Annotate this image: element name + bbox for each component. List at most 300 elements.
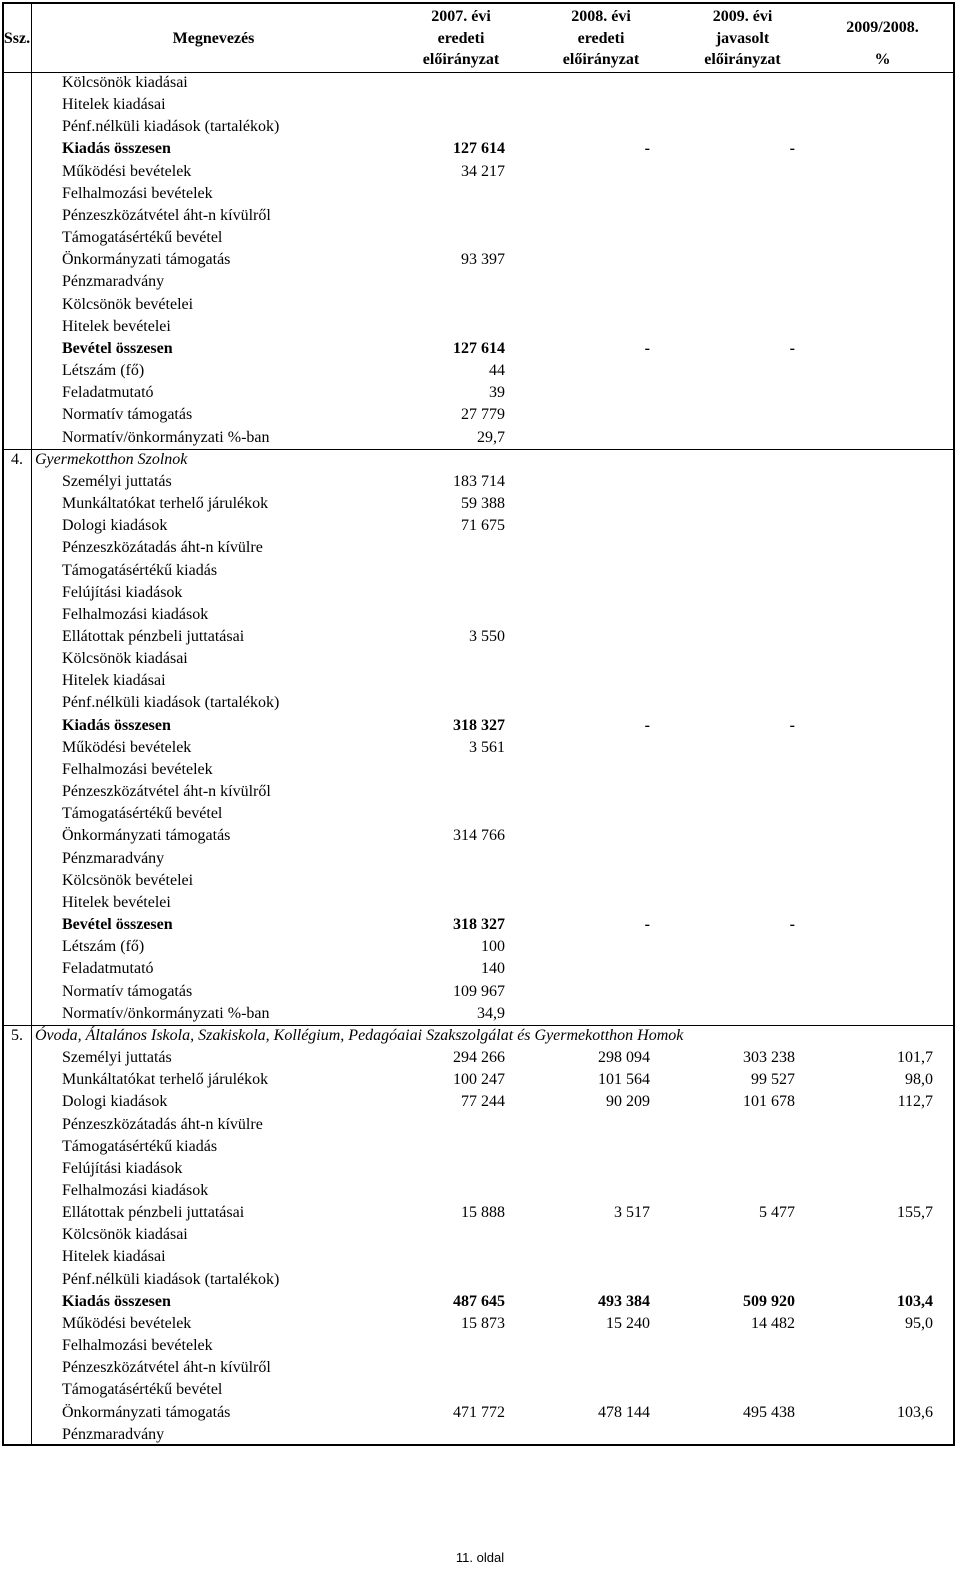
value-2007: 77 244 bbox=[461, 1093, 505, 1111]
table-row bbox=[2, 316, 955, 338]
row-ssz bbox=[2, 404, 32, 426]
value-change-pct bbox=[810, 161, 955, 183]
value-2008 bbox=[527, 604, 675, 626]
row-label: Pénf.nélküli kiadások (tartalékok) bbox=[62, 1270, 280, 1288]
value-2007: 93 397 bbox=[461, 251, 505, 269]
value-change-pct bbox=[810, 1114, 955, 1136]
row-label: Támogatásértékű kiadás bbox=[62, 1137, 218, 1155]
value-2008 bbox=[527, 870, 675, 892]
row-ssz bbox=[2, 537, 32, 559]
row-ssz bbox=[2, 1313, 32, 1335]
row-ssz bbox=[2, 116, 32, 138]
value-2008 bbox=[527, 360, 675, 382]
row-label: Bevétel összesen bbox=[62, 339, 173, 357]
row-label: Kölcsönök bevételei bbox=[62, 871, 194, 889]
value-2008: 298 094 bbox=[598, 1049, 650, 1067]
value-2007 bbox=[395, 560, 527, 582]
row-label: Pénzmaradvány bbox=[62, 273, 165, 291]
value-2009 bbox=[675, 1269, 810, 1291]
table-row bbox=[2, 1313, 955, 1335]
row-label: Támogatásértékű bevétel bbox=[62, 805, 223, 823]
row-ssz bbox=[2, 1424, 32, 1446]
row-label: Személyi juttatás bbox=[62, 1049, 172, 1067]
table-row bbox=[2, 515, 955, 537]
value-2009 bbox=[675, 958, 810, 980]
row-ssz bbox=[2, 870, 32, 892]
table-row bbox=[2, 1402, 955, 1424]
row-label: Felújítási kiadások bbox=[62, 583, 183, 601]
value-2008 bbox=[527, 892, 675, 914]
value-2009 bbox=[675, 537, 810, 559]
value-2007 bbox=[395, 1269, 527, 1291]
value-2007 bbox=[395, 582, 527, 604]
row-label: Pénzeszközátvétel áht-n kívülről bbox=[62, 206, 271, 224]
value-2009: - bbox=[789, 140, 795, 158]
row-ssz bbox=[2, 294, 32, 316]
row-ssz bbox=[2, 981, 32, 1003]
value-2008 bbox=[527, 205, 675, 227]
row-label: Felhalmozási kiadások bbox=[62, 1182, 209, 1199]
value-2008 bbox=[527, 670, 675, 692]
value-2007 bbox=[395, 294, 527, 316]
row-label: Önkormányzati támogatás bbox=[62, 1403, 231, 1421]
value-2007: 109 967 bbox=[453, 982, 505, 1000]
row-ssz bbox=[2, 648, 32, 670]
value-2008 bbox=[527, 1003, 675, 1025]
row-ssz bbox=[2, 781, 32, 803]
value-change-pct bbox=[810, 803, 955, 825]
table-row bbox=[2, 825, 955, 847]
row-ssz bbox=[2, 958, 32, 980]
table-row bbox=[2, 670, 955, 692]
table-row bbox=[2, 537, 955, 559]
value-2008 bbox=[527, 825, 675, 847]
row-ssz bbox=[2, 382, 32, 404]
value-2007 bbox=[395, 227, 527, 249]
value-2008 bbox=[527, 1246, 675, 1268]
value-2008 bbox=[527, 294, 675, 316]
value-2007: 294 266 bbox=[453, 1049, 505, 1067]
row-label: Normatív támogatás bbox=[62, 406, 193, 424]
value-2009 bbox=[675, 1180, 810, 1202]
value-2009: 495 438 bbox=[743, 1403, 795, 1421]
row-label: Felhalmozási bevételek bbox=[62, 184, 213, 202]
table-row bbox=[2, 715, 955, 737]
value-2009: 14 482 bbox=[751, 1314, 795, 1332]
header-2008-line1: 2008. évi bbox=[571, 8, 631, 25]
row-label: Kölcsönök kiadásai bbox=[62, 74, 188, 91]
value-2008: 15 240 bbox=[606, 1314, 650, 1332]
table-row bbox=[2, 560, 955, 582]
row-ssz bbox=[2, 936, 32, 958]
table-row bbox=[2, 737, 955, 759]
value-2007 bbox=[395, 205, 527, 227]
row-ssz bbox=[2, 1003, 32, 1025]
table-row bbox=[2, 848, 955, 870]
row-ssz bbox=[2, 892, 32, 914]
row-ssz bbox=[2, 205, 32, 227]
row-label: Támogatásértékű kiadás bbox=[62, 561, 218, 579]
value-change-pct bbox=[810, 870, 955, 892]
value-change-pct bbox=[810, 759, 955, 781]
value-2008 bbox=[527, 958, 675, 980]
row-label: Hitelek kiadásai bbox=[62, 1248, 166, 1266]
value-2009 bbox=[675, 471, 810, 493]
row-label: Munkáltatókat terhelő járulékok bbox=[62, 1071, 269, 1089]
value-change-pct bbox=[810, 515, 955, 537]
value-2009 bbox=[675, 161, 810, 183]
row-label: Pénf.nélküli kiadások (tartalékok) bbox=[62, 118, 280, 136]
row-ssz bbox=[2, 1379, 32, 1401]
value-2008 bbox=[527, 404, 675, 426]
row-ssz bbox=[2, 1357, 32, 1379]
value-2008 bbox=[527, 848, 675, 870]
value-2008 bbox=[527, 803, 675, 825]
table-row bbox=[2, 1091, 955, 1113]
value-2007: 318 327 bbox=[453, 716, 505, 734]
value-2008 bbox=[527, 471, 675, 493]
row-label: Pénzeszközátvétel áht-n kívülről bbox=[62, 1359, 271, 1377]
value-change-pct: 101,7 bbox=[897, 1049, 933, 1067]
value-change-pct bbox=[810, 427, 955, 449]
table-row bbox=[2, 205, 955, 227]
value-2009 bbox=[675, 560, 810, 582]
value-2007 bbox=[395, 692, 527, 714]
section-header-row bbox=[2, 449, 955, 471]
value-2009 bbox=[675, 737, 810, 759]
row-ssz bbox=[2, 1335, 32, 1357]
table-header bbox=[2, 2, 955, 72]
value-change-pct bbox=[810, 205, 955, 227]
value-2007 bbox=[395, 1335, 527, 1357]
row-label: Támogatásértékű bevétel bbox=[62, 1381, 223, 1399]
value-2008 bbox=[527, 183, 675, 205]
table-row bbox=[2, 1003, 955, 1025]
value-2007 bbox=[395, 670, 527, 692]
value-2007: 487 645 bbox=[453, 1292, 505, 1310]
value-change-pct bbox=[810, 338, 955, 360]
value-2009 bbox=[675, 604, 810, 626]
value-2009 bbox=[675, 781, 810, 803]
table-row bbox=[2, 227, 955, 249]
value-2009: 101 678 bbox=[743, 1093, 795, 1111]
table-row bbox=[2, 271, 955, 293]
value-2008 bbox=[527, 781, 675, 803]
table-row bbox=[2, 803, 955, 825]
row-label: Hitelek bevételei bbox=[62, 893, 171, 911]
table-row bbox=[2, 1136, 955, 1158]
value-change-pct bbox=[810, 648, 955, 670]
row-label: Felújítási kiadások bbox=[62, 1159, 183, 1177]
value-2008 bbox=[527, 161, 675, 183]
value-2007 bbox=[395, 1424, 527, 1446]
row-ssz bbox=[2, 1202, 32, 1224]
row-ssz bbox=[2, 271, 32, 293]
table-row bbox=[2, 1180, 955, 1202]
value-2007: 127 614 bbox=[453, 339, 505, 357]
row-label: Kiadás összesen bbox=[62, 716, 171, 734]
value-2007: 100 247 bbox=[453, 1071, 505, 1089]
value-2008: 101 564 bbox=[598, 1071, 650, 1089]
row-ssz bbox=[2, 1091, 32, 1113]
table-row bbox=[2, 338, 955, 360]
value-2009: - bbox=[789, 339, 795, 357]
row-ssz bbox=[2, 138, 32, 160]
value-2007: 15 888 bbox=[461, 1204, 505, 1222]
header-2007 bbox=[395, 2, 527, 72]
value-change-pct: 155,7 bbox=[897, 1204, 933, 1222]
value-2008: - bbox=[644, 916, 650, 934]
table-row bbox=[2, 294, 955, 316]
value-change-pct: 98,0 bbox=[905, 1071, 933, 1089]
value-change-pct bbox=[810, 626, 955, 648]
row-ssz bbox=[2, 1069, 32, 1091]
value-2009 bbox=[675, 1335, 810, 1357]
value-change-pct bbox=[810, 72, 955, 94]
value-2009: 509 920 bbox=[743, 1292, 795, 1310]
value-2008 bbox=[527, 1335, 675, 1357]
value-2008: - bbox=[644, 716, 650, 734]
table-row bbox=[2, 94, 955, 116]
row-label: Pénzeszközátadás áht-n kívülre bbox=[62, 1115, 263, 1133]
value-2007 bbox=[395, 1224, 527, 1246]
value-2007 bbox=[395, 537, 527, 559]
row-label: Dologi kiadások bbox=[62, 1093, 168, 1111]
value-2007: 34 217 bbox=[461, 162, 505, 180]
header-2008-line3: előirányzat bbox=[562, 51, 640, 68]
row-label: Kiadás összesen bbox=[62, 140, 171, 158]
value-2008 bbox=[527, 737, 675, 759]
table-row bbox=[2, 958, 955, 980]
value-2008 bbox=[527, 981, 675, 1003]
table-row bbox=[2, 72, 955, 94]
row-ssz bbox=[2, 670, 32, 692]
value-change-pct bbox=[810, 537, 955, 559]
row-ssz bbox=[2, 183, 32, 205]
row-label: Hitelek kiadásai bbox=[62, 672, 166, 690]
row-label: Feladatmutató bbox=[62, 960, 154, 978]
value-2007 bbox=[395, 1379, 527, 1401]
value-2009 bbox=[675, 1224, 810, 1246]
row-label: Önkormányzati támogatás bbox=[62, 827, 231, 845]
value-2009: 99 527 bbox=[751, 1071, 795, 1089]
value-2008: 90 209 bbox=[606, 1093, 650, 1111]
value-2009 bbox=[675, 515, 810, 537]
row-label: Felhalmozási bevételek bbox=[62, 760, 213, 778]
header-name bbox=[32, 2, 395, 72]
value-2007 bbox=[395, 870, 527, 892]
value-change-pct bbox=[810, 560, 955, 582]
table-row bbox=[2, 161, 955, 183]
value-change-pct bbox=[810, 1224, 955, 1246]
table-row bbox=[2, 1424, 955, 1446]
row-label: Munkáltatókat terhelő járulékok bbox=[62, 495, 269, 513]
value-2007: 100 bbox=[481, 938, 505, 956]
row-label: Pénzeszközátvétel áht-n kívülről bbox=[62, 783, 271, 801]
row-ssz bbox=[2, 626, 32, 648]
table-row bbox=[2, 138, 955, 160]
value-2008 bbox=[527, 515, 675, 537]
value-2007: 3 561 bbox=[469, 738, 505, 756]
row-label: Személyi juttatás bbox=[62, 472, 172, 490]
value-2008 bbox=[527, 936, 675, 958]
row-label: Felhalmozási bevételek bbox=[62, 1337, 213, 1355]
value-2009 bbox=[675, 116, 810, 138]
table-row bbox=[2, 1357, 955, 1379]
section-name: Gyermekotthon Szolnok bbox=[35, 450, 188, 468]
header-2008 bbox=[527, 2, 675, 72]
value-change-pct bbox=[810, 892, 955, 914]
row-label: Feladatmutató bbox=[62, 384, 154, 402]
value-2009 bbox=[675, 1136, 810, 1158]
value-change-pct bbox=[810, 582, 955, 604]
header-2009-line1: 2009. évi bbox=[712, 8, 773, 25]
header-ssz-text: Ssz. bbox=[3, 29, 31, 47]
section-number: 5. bbox=[11, 1026, 23, 1044]
value-change-pct bbox=[810, 493, 955, 515]
table-row bbox=[2, 1158, 955, 1180]
header-name-text: Megnevezés bbox=[172, 29, 255, 47]
value-2008 bbox=[527, 692, 675, 714]
row-label: Kölcsönök bevételei bbox=[62, 295, 194, 313]
value-change-pct bbox=[810, 183, 955, 205]
value-2007 bbox=[395, 316, 527, 338]
value-2009 bbox=[675, 227, 810, 249]
value-2008 bbox=[527, 648, 675, 670]
row-ssz bbox=[2, 360, 32, 382]
value-2009: - bbox=[789, 916, 795, 934]
value-change-pct bbox=[810, 737, 955, 759]
table-row bbox=[2, 471, 955, 493]
table-row bbox=[2, 493, 955, 515]
row-label: Normatív/önkormányzati %-ban bbox=[62, 1004, 270, 1022]
value-change-pct bbox=[810, 1003, 955, 1025]
value-2007 bbox=[395, 1114, 527, 1136]
row-label: Pénzmaradvány bbox=[62, 1425, 165, 1443]
value-2009 bbox=[675, 670, 810, 692]
value-change-pct: 103,6 bbox=[897, 1403, 933, 1421]
value-2007 bbox=[395, 803, 527, 825]
header-pct-line1: 2009/2008. bbox=[846, 19, 919, 36]
row-ssz bbox=[2, 338, 32, 360]
value-2007: 183 714 bbox=[453, 472, 505, 490]
value-2008: 493 384 bbox=[598, 1292, 650, 1310]
value-2007: 59 388 bbox=[461, 495, 505, 513]
value-2009 bbox=[675, 759, 810, 781]
row-label: Pénzmaradvány bbox=[62, 849, 165, 867]
row-ssz bbox=[2, 582, 32, 604]
table-row bbox=[2, 914, 955, 936]
value-2008 bbox=[527, 1269, 675, 1291]
row-ssz bbox=[2, 737, 32, 759]
value-2007 bbox=[395, 604, 527, 626]
value-2007: 34,9 bbox=[477, 1004, 505, 1022]
value-2008 bbox=[527, 316, 675, 338]
value-2008 bbox=[527, 560, 675, 582]
table-row bbox=[2, 1224, 955, 1246]
table-row bbox=[2, 892, 955, 914]
value-2007 bbox=[395, 1136, 527, 1158]
value-change-pct bbox=[810, 271, 955, 293]
value-change-pct bbox=[810, 981, 955, 1003]
value-2009: 5 477 bbox=[759, 1204, 795, 1222]
table-row bbox=[2, 183, 955, 205]
value-2007: 15 873 bbox=[461, 1314, 505, 1332]
value-2007 bbox=[395, 72, 527, 94]
header-ssz bbox=[2, 2, 32, 72]
row-ssz bbox=[2, 471, 32, 493]
value-2008 bbox=[527, 1180, 675, 1202]
value-2008 bbox=[527, 1357, 675, 1379]
value-2009 bbox=[675, 72, 810, 94]
value-2009 bbox=[675, 648, 810, 670]
table-row bbox=[2, 1069, 955, 1091]
row-ssz bbox=[2, 493, 32, 515]
value-2008 bbox=[527, 227, 675, 249]
value-change-pct bbox=[810, 1136, 955, 1158]
row-ssz bbox=[2, 249, 32, 271]
row-ssz bbox=[2, 316, 32, 338]
value-2008 bbox=[527, 271, 675, 293]
value-2008 bbox=[527, 626, 675, 648]
value-2008: - bbox=[644, 140, 650, 158]
header-change-pct bbox=[810, 2, 955, 72]
header-2007-line2: eredeti bbox=[437, 29, 485, 47]
value-2007: 29,7 bbox=[477, 428, 505, 446]
value-change-pct bbox=[810, 94, 955, 116]
value-2008 bbox=[527, 493, 675, 515]
table-row bbox=[2, 427, 955, 449]
value-2009 bbox=[675, 493, 810, 515]
value-2009 bbox=[675, 626, 810, 648]
row-ssz bbox=[2, 1291, 32, 1313]
value-2008: - bbox=[644, 339, 650, 357]
table-row bbox=[2, 116, 955, 138]
value-2009 bbox=[675, 271, 810, 293]
row-ssz bbox=[2, 914, 32, 936]
header-2009 bbox=[675, 2, 810, 72]
row-ssz bbox=[2, 515, 32, 537]
header-2009-line2: javasolt bbox=[715, 29, 770, 47]
row-ssz bbox=[2, 604, 32, 626]
value-2009 bbox=[675, 427, 810, 449]
value-2007 bbox=[395, 1246, 527, 1268]
value-change-pct bbox=[810, 670, 955, 692]
row-label: Működési bevételek bbox=[62, 1314, 192, 1332]
header-2009-line3: előirányzat bbox=[704, 51, 781, 68]
table-row bbox=[2, 604, 955, 626]
value-2008 bbox=[527, 1114, 675, 1136]
table-row bbox=[2, 626, 955, 648]
value-change-pct: 112,7 bbox=[897, 1093, 933, 1111]
value-2007 bbox=[395, 781, 527, 803]
value-2009 bbox=[675, 892, 810, 914]
value-2007 bbox=[395, 94, 527, 116]
table-row bbox=[2, 1114, 955, 1136]
row-label: Önkormányzati támogatás bbox=[62, 251, 231, 269]
row-label: Kölcsönök kiadásai bbox=[62, 650, 188, 668]
row-label: Kiadás összesen bbox=[62, 1292, 171, 1310]
value-2007: 127 614 bbox=[453, 140, 505, 158]
table-row bbox=[2, 1269, 955, 1291]
table-row bbox=[2, 404, 955, 426]
value-2009 bbox=[675, 803, 810, 825]
section-number: 4. bbox=[11, 450, 23, 468]
row-label: Hitelek bevételei bbox=[62, 317, 171, 335]
value-2009 bbox=[675, 936, 810, 958]
value-change-pct bbox=[810, 382, 955, 404]
table-row bbox=[2, 692, 955, 714]
